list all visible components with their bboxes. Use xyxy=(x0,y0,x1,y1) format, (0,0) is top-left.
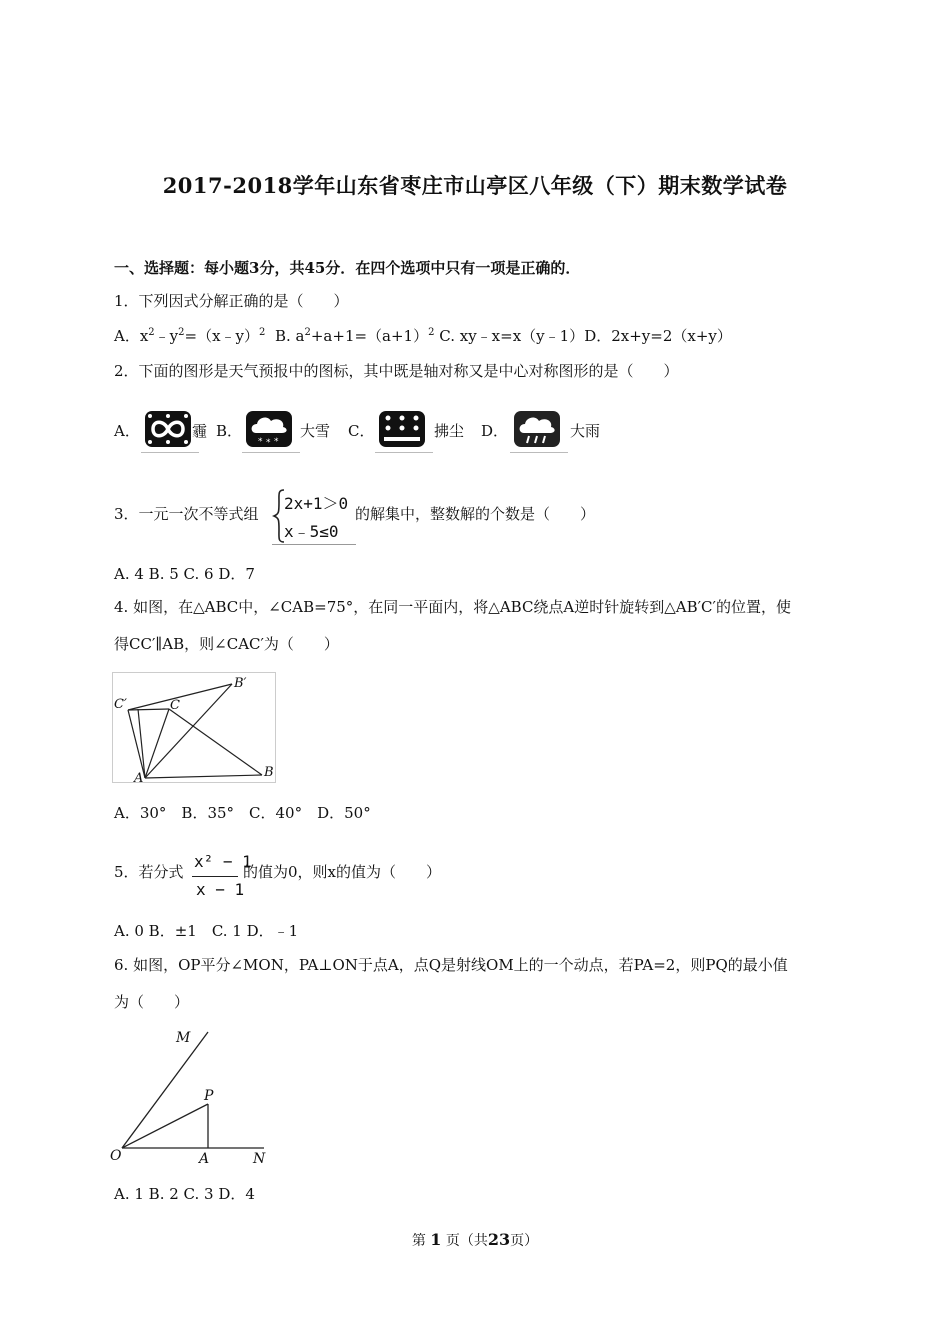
page-number: 1 xyxy=(430,1230,442,1249)
label-o: O xyxy=(110,1148,122,1164)
heavy-rain-icon xyxy=(510,408,568,453)
label-c-prime: C′ xyxy=(114,697,127,712)
haze-icon xyxy=(141,408,199,453)
question-5-stem-start: 5．若分式 xyxy=(114,863,184,881)
triangle-rotation-figure xyxy=(112,672,277,784)
dust-icon xyxy=(375,408,433,453)
svg-text:*: * xyxy=(274,437,279,447)
question-4-stem-2: 得CC′∥AB，则∠CAC′为（ ） xyxy=(114,635,339,653)
fraction-expression xyxy=(188,850,252,902)
section-heading: 一、选择题：每小题3分，共45分．在四个选项中只有一项是正确的． xyxy=(114,259,581,277)
label-n: N xyxy=(253,1151,266,1167)
question-5-options: A. 0 B．±1 C. 1 D．﹣1 xyxy=(114,922,299,940)
option-d-letter: D． xyxy=(481,422,509,440)
option-b-letter: B． xyxy=(216,422,243,440)
label-c: C xyxy=(170,698,180,713)
label-b-prime: B′ xyxy=(234,676,247,691)
heavy-snow-icon xyxy=(242,408,300,453)
question-6-stem-1: 6. 如图，OP平分∠MON，PA⊥ON于点A，点Q是射线OM上的一个动点，若PA=2，则PQ的最小值 xyxy=(114,956,788,974)
question-1-stem: 1．下列因式分解正确的是（ ） xyxy=(114,292,349,310)
option-c-label: 拂尘 xyxy=(434,422,465,440)
question-6-options: A. 1 B. 2 C. 3 D．4 xyxy=(114,1185,255,1203)
page-footer: 第 1 页（共23页） xyxy=(411,1230,539,1249)
fraction-bar xyxy=(192,876,238,877)
option-c-letter: C． xyxy=(348,422,375,440)
question-5-stem-end: 的值为0，则x的值为（ ） xyxy=(243,863,442,881)
page-title: 2017-2018学年山东省枣庄市山亭区八年级（下）期末数学试卷 xyxy=(162,173,788,198)
option-a-label: 霾 xyxy=(192,422,208,440)
option-d-label: 大雨 xyxy=(570,422,601,440)
option-b-label: 大雪 xyxy=(300,422,331,440)
question-4-stem-1: 4. 如图，在△ABC中，∠CAB=75°，在同一平面内，将△ABC绕点A逆时针旋转到△AB′C′的位置，使 xyxy=(114,598,791,616)
label-a: A xyxy=(134,771,144,784)
question-2-stem: 2．下面的图形是天气预报中的图标，其中既是轴对称又是中心对称图形的是（ ） xyxy=(114,362,679,380)
label-p: P xyxy=(204,1088,214,1104)
question-6-stem-2: 为（ ） xyxy=(114,993,190,1011)
fraction-numerator: x² − 1 xyxy=(194,852,252,871)
question-3-options: A. 4 B. 5 C. 6 D．7 xyxy=(114,565,255,583)
question-2-options xyxy=(114,408,674,454)
label-a: A xyxy=(199,1151,210,1167)
svg-text:*: * xyxy=(266,438,271,447)
inequality-system xyxy=(272,488,356,545)
svg-text:*: * xyxy=(258,437,263,447)
fraction-denominator: x − 1 xyxy=(196,880,245,899)
inequality-2: x﹣5≤0 xyxy=(284,522,339,541)
label-m: M xyxy=(176,1030,191,1046)
option-a-letter: A． xyxy=(114,422,140,440)
page-total: 23 xyxy=(487,1230,511,1249)
angle-bisector-figure xyxy=(110,1026,272,1168)
question-4-options: A．30° B．35° C．40° D．50° xyxy=(114,804,371,822)
question-1-options: A．$x^2﹣y^2=(x﹣y)^2$ B. $a^2+a+1=(a+1)^2$ C. xy﹣x=x（y﹣1）D．2x+y=2（x+y） xyxy=(114,327,732,345)
inequality-1: 2x+1＞0 xyxy=(284,494,349,513)
question-3-stem-end: 的解集中，整数解的个数是（ ） xyxy=(355,505,596,523)
question-3-stem-start: 3．一元一次不等式组 xyxy=(114,505,259,523)
label-b: B xyxy=(264,765,274,780)
